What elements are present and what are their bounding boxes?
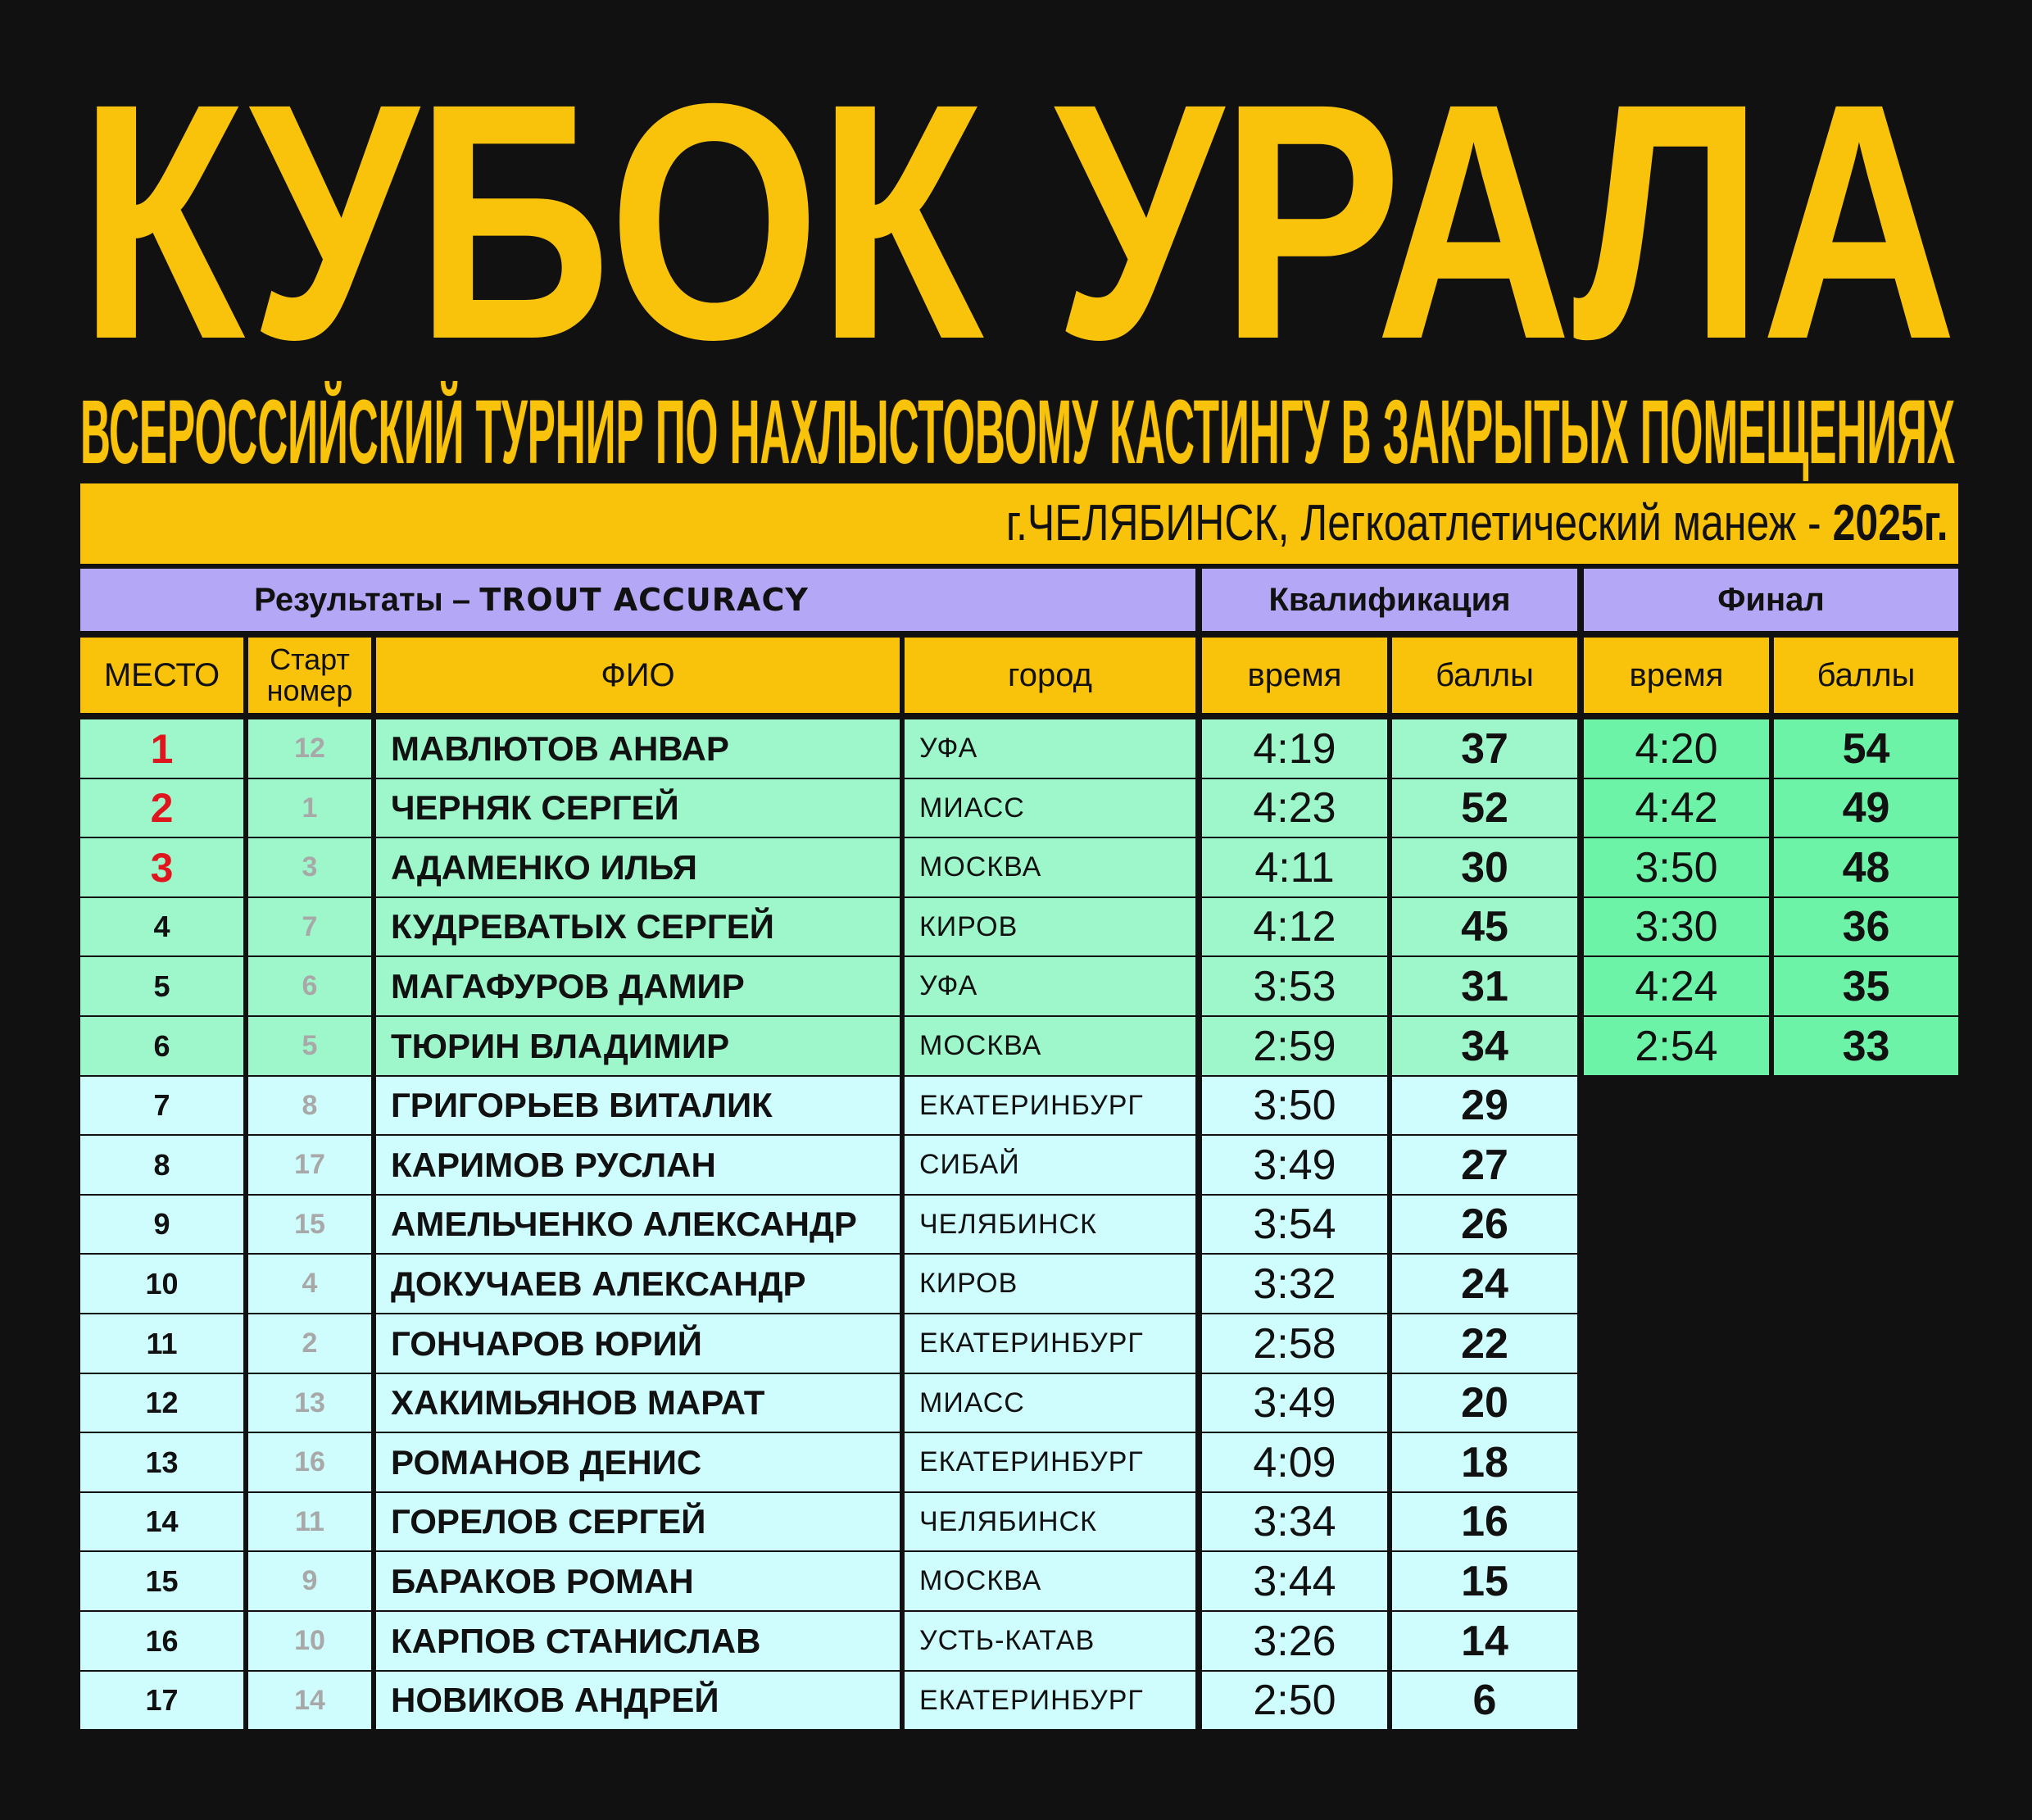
final-header: Финал <box>1584 569 1958 631</box>
row-city: УФА <box>905 719 1195 778</box>
col-header-f-points: баллы <box>1774 638 1958 713</box>
row-q-points: 6 <box>1392 1672 1577 1729</box>
row-f-points: 33 <box>1774 1017 1958 1075</box>
row-city: УСТЬ-КАТАВ <box>905 1612 1195 1670</box>
venue-year: 2025г. <box>1833 495 1948 551</box>
row-q-points: 52 <box>1392 779 1577 837</box>
row-q-points: 26 <box>1392 1196 1577 1253</box>
row-start-number: 8 <box>248 1077 371 1134</box>
row-city: ЕКАТЕРИНБУРГ <box>905 1433 1195 1491</box>
row-q-time: 3:44 <box>1202 1552 1387 1610</box>
row-q-time: 3:26 <box>1202 1612 1387 1670</box>
row-f-points: 36 <box>1774 898 1958 955</box>
row-f-points: 35 <box>1774 957 1958 1015</box>
row-city: ЕКАТЕРИНБУРГ <box>905 1314 1195 1373</box>
col-header-q-points: баллы <box>1392 638 1577 713</box>
row-q-time: 2:59 <box>1202 1017 1387 1075</box>
row-name: ЧЕРНЯК СЕРГЕЙ <box>376 779 900 837</box>
row-city: УФА <box>905 957 1195 1015</box>
row-q-points: 45 <box>1392 898 1577 955</box>
row-city: МИАСС <box>905 1374 1195 1432</box>
row-name: МАГАФУРОВ ДАМИР <box>376 957 900 1015</box>
row-start-number: 11 <box>248 1493 371 1550</box>
row-start-number: 10 <box>248 1612 371 1670</box>
row-q-points: 20 <box>1392 1374 1577 1432</box>
row-name: КУДРЕВАТЫХ СЕРГЕЙ <box>376 898 900 955</box>
row-f-time: 3:30 <box>1584 898 1769 955</box>
venue-line <box>1006 488 1948 559</box>
row-q-time: 4:19 <box>1202 719 1387 778</box>
results-header <box>80 569 1195 631</box>
row-city: СИБАЙ <box>905 1136 1195 1194</box>
row-city: ЕКАТЕРИНБУРГ <box>905 1077 1195 1134</box>
row-q-time: 2:58 <box>1202 1314 1387 1373</box>
row-city: МОСКВА <box>905 1552 1195 1610</box>
page-title: КУБОК УРАЛА <box>79 34 1955 409</box>
row-q-time: 3:54 <box>1202 1196 1387 1253</box>
row-place: 5 <box>80 957 243 1015</box>
row-place: 14 <box>80 1493 243 1550</box>
row-name: НОВИКОВ АНДРЕЙ <box>376 1672 900 1729</box>
row-f-time: 2:54 <box>1584 1017 1769 1075</box>
row-start-number: 9 <box>248 1552 371 1610</box>
col-header-q-time: время <box>1202 638 1387 713</box>
row-q-points: 22 <box>1392 1314 1577 1373</box>
row-city: МОСКВА <box>905 838 1195 896</box>
row-q-time: 4:11 <box>1202 838 1387 896</box>
col-header-start-line1: Старт <box>270 642 350 676</box>
row-name: ГРИГОРЬЕВ ВИТАЛИК <box>376 1077 900 1134</box>
row-name: ГОРЕЛОВ СЕРГЕЙ <box>376 1493 900 1550</box>
row-q-points: 29 <box>1392 1077 1577 1134</box>
row-f-points: 48 <box>1774 838 1958 896</box>
row-place: 13 <box>80 1433 243 1491</box>
results-header-prefix: Результаты – <box>254 581 480 618</box>
row-q-points: 18 <box>1392 1433 1577 1491</box>
row-q-time: 4:12 <box>1202 898 1387 955</box>
row-place: 8 <box>80 1136 243 1194</box>
row-q-points: 27 <box>1392 1136 1577 1194</box>
row-q-time: 3:50 <box>1202 1077 1387 1134</box>
row-f-time: 4:24 <box>1584 957 1769 1015</box>
row-q-time: 4:09 <box>1202 1433 1387 1491</box>
row-place: 4 <box>80 898 243 955</box>
subtitle: ВСЕРОССИЙСКИЙ ТУРНИР ПО НАХЛЫСТОВОМУ КАСТИНГУ В ЗАКРЫТЫХ ПОМЕЩЕНИЯХ <box>80 382 1956 483</box>
row-place: 9 <box>80 1196 243 1253</box>
row-q-points: 31 <box>1392 957 1577 1015</box>
venue-bar <box>80 483 1958 564</box>
row-name: ТЮРИН ВЛАДИМИР <box>376 1017 900 1075</box>
col-header-city: город <box>905 638 1195 713</box>
row-name: ХАКИМЬЯНОВ МАРАТ <box>376 1374 900 1432</box>
row-start-number: 2 <box>248 1314 371 1373</box>
row-place: 3 <box>80 838 243 896</box>
row-place: 2 <box>80 779 243 837</box>
row-start-number: 1 <box>248 779 371 837</box>
row-q-points: 37 <box>1392 719 1577 778</box>
row-q-points: 30 <box>1392 838 1577 896</box>
qualification-header: Квалификация <box>1202 569 1577 631</box>
row-name: БАРАКОВ РОМАН <box>376 1552 900 1610</box>
row-q-time: 3:32 <box>1202 1255 1387 1313</box>
row-q-points: 34 <box>1392 1017 1577 1075</box>
row-q-time: 3:53 <box>1202 957 1387 1015</box>
row-name: ГОНЧАРОВ ЮРИЙ <box>376 1314 900 1373</box>
row-place: 7 <box>80 1077 243 1134</box>
row-city: МИАСС <box>905 779 1195 837</box>
row-start-number: 5 <box>248 1017 371 1075</box>
row-name: АМЕЛЬЧЕНКО АЛЕКСАНДР <box>376 1196 900 1253</box>
venue-text: г.ЧЕЛЯБИНСК, Легкоатлетический манеж - <box>1006 495 1834 551</box>
row-city: МОСКВА <box>905 1017 1195 1075</box>
row-place: 6 <box>80 1017 243 1075</box>
row-q-points: 15 <box>1392 1552 1577 1610</box>
row-place: 11 <box>80 1314 243 1373</box>
row-q-points: 16 <box>1392 1493 1577 1550</box>
row-place: 12 <box>80 1374 243 1432</box>
row-q-points: 14 <box>1392 1612 1577 1670</box>
row-f-time: 4:20 <box>1584 719 1769 778</box>
row-place: 16 <box>80 1612 243 1670</box>
results-header-discipline: TROUT ACCURACY <box>479 582 809 618</box>
row-start-number: 3 <box>248 838 371 896</box>
row-name: КАРИМОВ РУСЛАН <box>376 1136 900 1194</box>
row-name: КАРПОВ СТАНИСЛАВ <box>376 1612 900 1670</box>
row-city: ЕКАТЕРИНБУРГ <box>905 1672 1195 1729</box>
row-name: АДАМЕНКО ИЛЬЯ <box>376 838 900 896</box>
row-city: КИРОВ <box>905 898 1195 955</box>
row-start-number: 12 <box>248 719 371 778</box>
row-start-number: 4 <box>248 1255 371 1313</box>
row-name: РОМАНОВ ДЕНИС <box>376 1433 900 1491</box>
row-f-points: 54 <box>1774 719 1958 778</box>
row-name: ДОКУЧАЕВ АЛЕКСАНДР <box>376 1255 900 1313</box>
row-q-time: 3:49 <box>1202 1374 1387 1432</box>
row-place: 10 <box>80 1255 243 1313</box>
col-header-place: МЕСТО <box>80 638 243 713</box>
row-start-number: 17 <box>248 1136 371 1194</box>
row-start-number: 7 <box>248 898 371 955</box>
row-city: КИРОВ <box>905 1255 1195 1313</box>
row-q-points: 24 <box>1392 1255 1577 1313</box>
row-name: МАВЛЮТОВ АНВАР <box>376 719 900 778</box>
row-place: 17 <box>80 1672 243 1729</box>
row-start-number: 14 <box>248 1672 371 1729</box>
row-q-time: 2:50 <box>1202 1672 1387 1729</box>
row-start-number: 13 <box>248 1374 371 1432</box>
row-city: ЧЕЛЯБИНСК <box>905 1493 1195 1550</box>
row-start-number: 15 <box>248 1196 371 1253</box>
row-q-time: 3:34 <box>1202 1493 1387 1550</box>
col-header-f-time: время <box>1584 638 1769 713</box>
col-header-start-line2: номер <box>266 674 353 707</box>
row-place: 1 <box>80 719 243 778</box>
row-start-number: 16 <box>248 1433 371 1491</box>
row-f-time: 4:42 <box>1584 779 1769 837</box>
row-start-number: 6 <box>248 957 371 1015</box>
row-place: 15 <box>80 1552 243 1610</box>
col-header-start <box>248 638 371 713</box>
row-city: ЧЕЛЯБИНСК <box>905 1196 1195 1253</box>
row-f-points: 49 <box>1774 779 1958 837</box>
row-q-time: 3:49 <box>1202 1136 1387 1194</box>
row-q-time: 4:23 <box>1202 779 1387 837</box>
row-f-time: 3:50 <box>1584 838 1769 896</box>
col-header-name: ФИО <box>376 638 900 713</box>
